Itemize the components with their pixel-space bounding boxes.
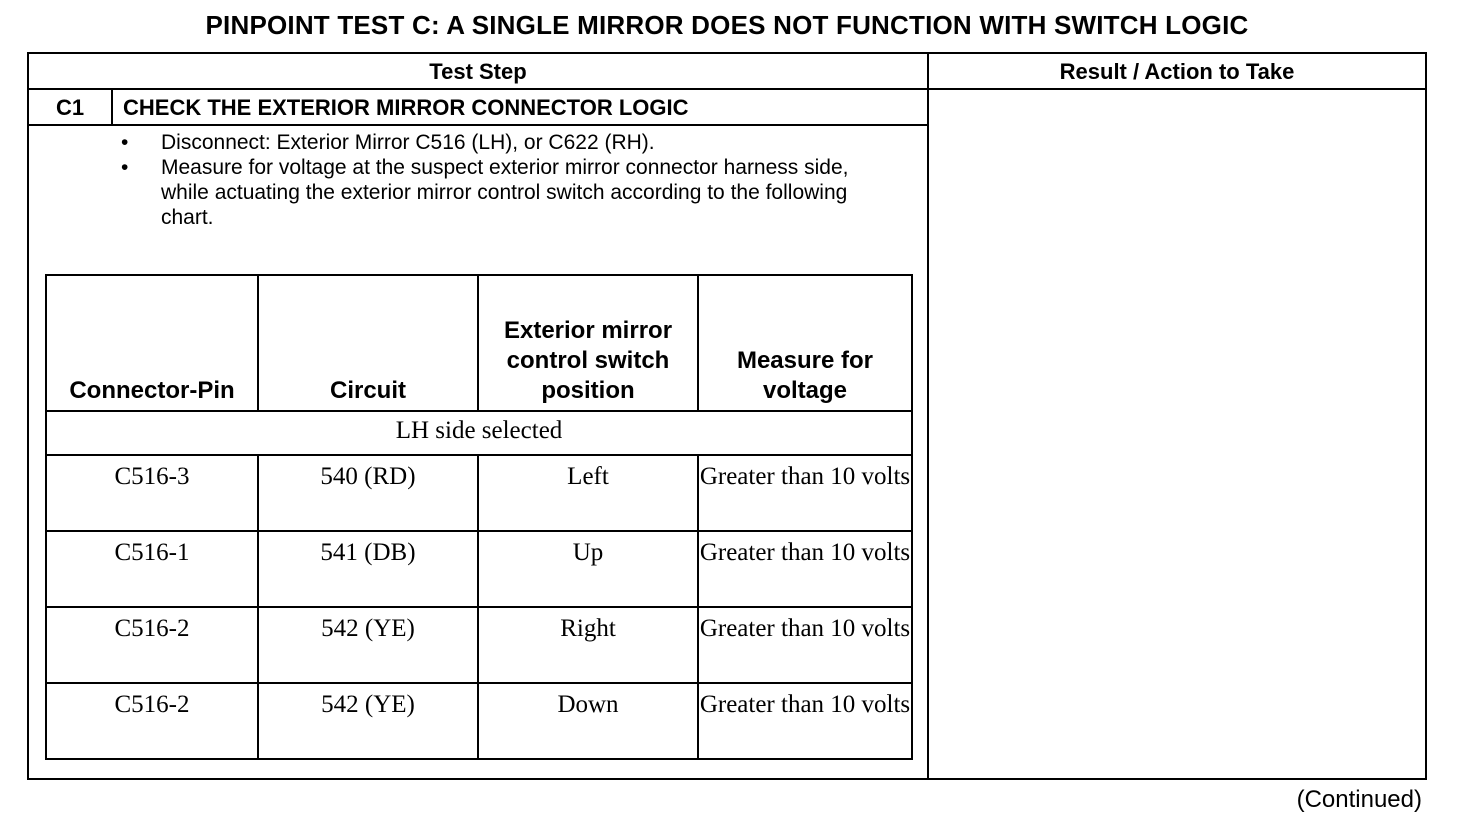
circuit-cell: 541 (DB) xyxy=(258,531,478,607)
step-id-divider xyxy=(111,90,113,126)
connector-pin-cell: C516-2 xyxy=(46,607,258,683)
chart-header-row xyxy=(46,275,912,411)
connector-pin-cell: C516-3 xyxy=(46,455,258,531)
continued-label: (Continued) xyxy=(1296,786,1422,813)
voltage-cell: Greater than 10 volts xyxy=(698,455,912,531)
voltage-cell: Greater than 10 volts xyxy=(698,683,912,759)
instruction-text: Measure for voltage at the suspect exterior mirror connector harness side, while actuating the exterior mirror control switch according to the following chart. xyxy=(161,156,849,229)
circuit-cell: 542 (YE) xyxy=(258,683,478,759)
connector-pin-cell: C516-1 xyxy=(46,531,258,607)
voltage-chart xyxy=(45,274,913,760)
table-row xyxy=(46,683,912,759)
table-row xyxy=(46,607,912,683)
instruction-text: Disconnect: Exterior Mirror C516 (LH), or C622 (RH). xyxy=(161,131,655,154)
connector-pin-cell: C516-2 xyxy=(46,683,258,759)
instruction-item xyxy=(121,155,901,230)
table-row xyxy=(46,531,912,607)
table-row xyxy=(46,455,912,531)
step-instructions xyxy=(121,130,901,230)
column-header: Exterior mirror control switch position xyxy=(478,275,698,411)
switch-position-cell: Up xyxy=(478,531,698,607)
column-header: Connector-Pin xyxy=(46,275,258,411)
column-divider xyxy=(927,54,929,778)
switch-position-cell: Right xyxy=(478,607,698,683)
section-row xyxy=(46,411,912,455)
result-action-header: Result / Action to Take xyxy=(1059,59,1295,84)
step-title: CHECK THE EXTERIOR MIRROR CONNECTOR LOGIC xyxy=(123,95,689,120)
switch-position-cell: Left xyxy=(478,455,698,531)
header-divider xyxy=(29,88,1425,90)
bullet-icon: • xyxy=(121,156,129,179)
step-id: C1 xyxy=(55,95,85,120)
column-header: Measure for voltage xyxy=(698,275,912,411)
circuit-cell: 542 (YE) xyxy=(258,607,478,683)
page-title: PINPOINT TEST C: A SINGLE MIRROR DOES NOT FUNCTION WITH SWITCH LOGIC xyxy=(205,10,1249,40)
switch-position-cell: Down xyxy=(478,683,698,759)
column-header: Circuit xyxy=(258,275,478,411)
instruction-item xyxy=(121,130,901,155)
circuit-cell: 540 (RD) xyxy=(258,455,478,531)
pinpoint-test-table xyxy=(27,52,1427,780)
voltage-cell: Greater than 10 volts xyxy=(698,531,912,607)
bullet-icon: • xyxy=(121,131,129,154)
section-label: LH side selected xyxy=(46,411,912,455)
test-step-header: Test Step xyxy=(429,59,527,84)
voltage-cell: Greater than 10 volts xyxy=(698,607,912,683)
